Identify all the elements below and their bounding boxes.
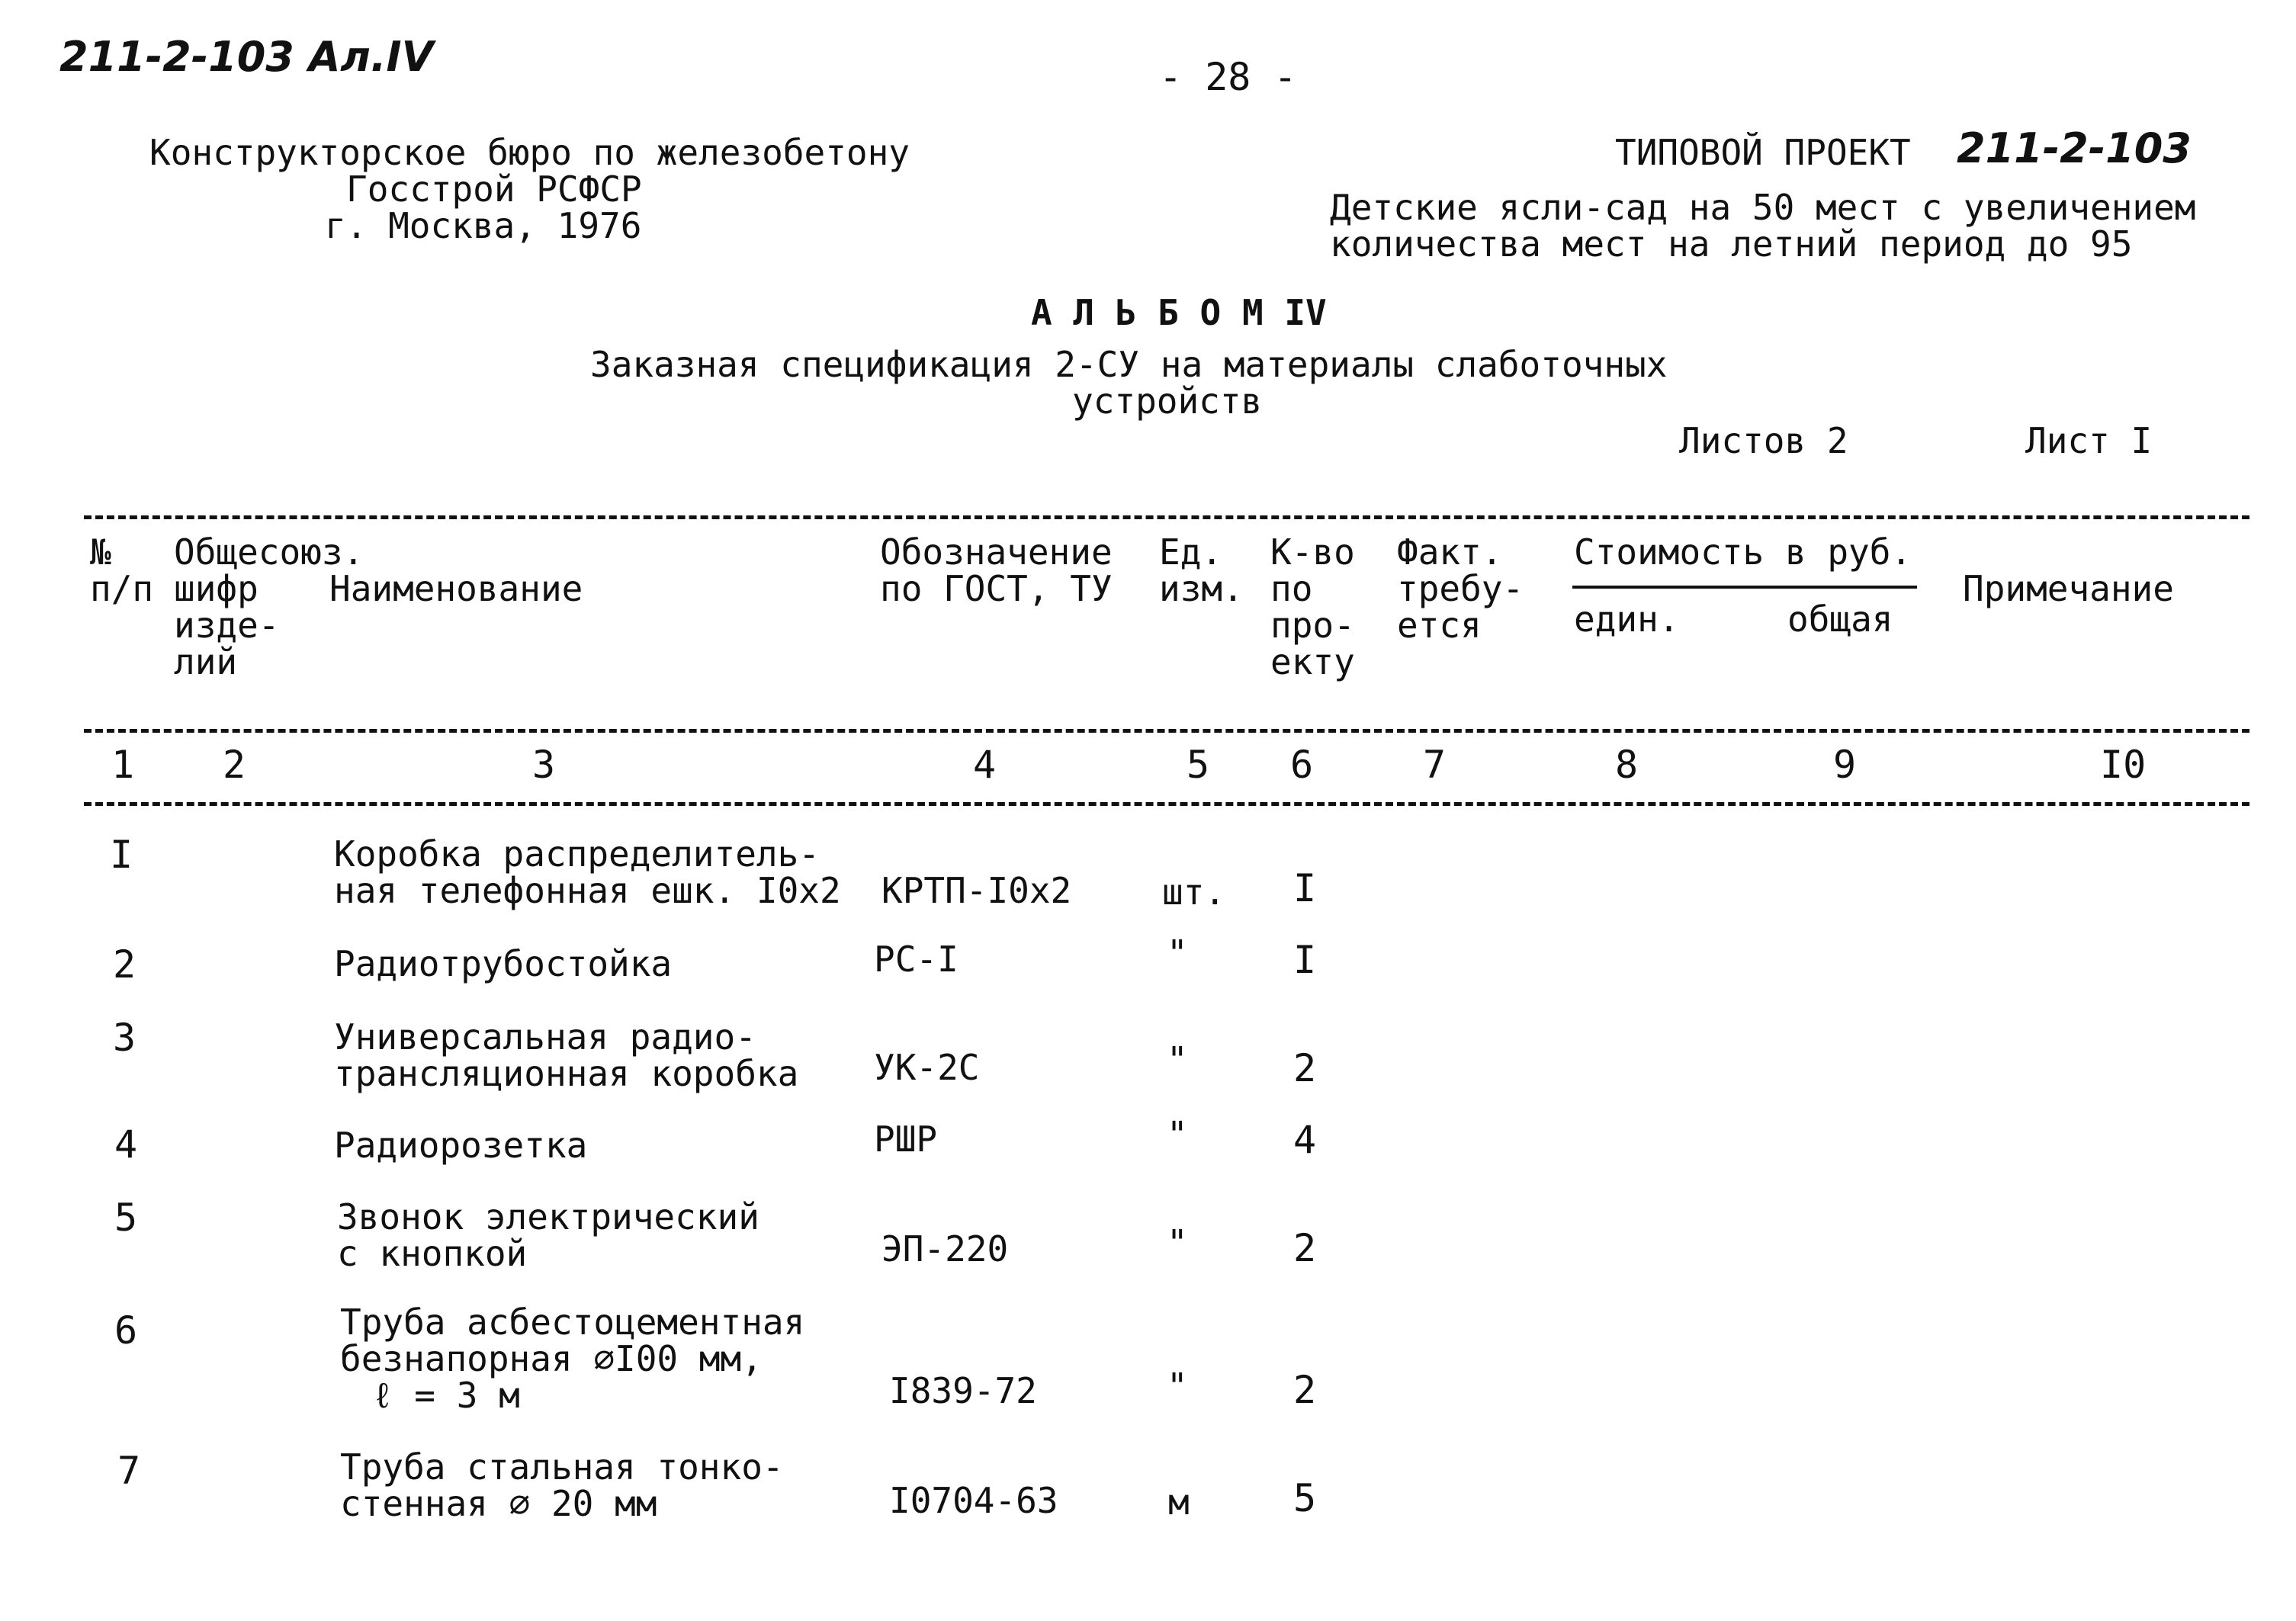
header-col-1-line: п/п [90,568,154,609]
org-line-2: Госстрой РСФСР [346,169,642,210]
header-col-1-line: № [90,531,111,573]
colnum-7: 7 [1423,743,1447,787]
row-unit: м [1168,1481,1190,1523]
row-unit: " [1167,1039,1188,1080]
colnum-8: 8 [1615,743,1639,787]
header-col-6-line: К-во [1270,531,1355,573]
header-col-1 [90,531,154,609]
project-number-handwritten: 211-2-103 [1957,124,2192,172]
header-col-9: общая [1787,599,1893,640]
header-cost-rule [1572,586,1917,589]
row-name [340,1304,804,1414]
header-col-10: Примечание [1963,568,2174,609]
header-col-4 [880,531,1113,609]
header-col-6 [1270,531,1355,682]
row-name-line: Звонок электрический [337,1196,759,1237]
row-qty: 2 [1293,1046,1317,1090]
row-name [334,945,672,982]
handwritten-album-code: 211-2-103 Ал.IV [59,33,434,81]
header-col-6-line: про- [1270,605,1355,646]
row-name-line: Радиотрубостойка [334,943,673,984]
spec-title-line-2: устройств [1072,380,1263,422]
org-line-1: Конструкторское бюро по железобетону [149,132,910,173]
header-col-4-line: по ГОСТ, ТУ [880,568,1113,609]
row-number: 4 [114,1122,138,1167]
row-name-line: Труба асбестоцементная [340,1302,805,1343]
colnum-3: 3 [532,743,556,787]
row-name-line: безнапорная ⌀I00 мм, [340,1338,763,1379]
row-name-line: трансляционная коробка [334,1053,799,1094]
row-qty: 4 [1293,1118,1317,1162]
project-desc-line-1: Детские ясли-сад на 50 мест с увеличением [1330,187,2196,228]
header-top-rule [84,515,2249,519]
row-code: ЭП-220 [881,1228,1009,1270]
header-col-5 [1159,531,1244,609]
row-name [337,1196,759,1274]
project-label: ТИПОВОЙ ПРОЕКТ [1615,132,1911,173]
row-unit: " [1167,932,1188,974]
row-name-line: стенная ⌀ 20 мм [340,1483,657,1524]
row-unit: " [1167,1222,1188,1263]
row-name-line: Универсальная радио- [334,1016,756,1058]
row-code: I0704-63 [889,1480,1058,1521]
header-col-7 [1397,531,1524,646]
header-col-7-line: Факт. [1397,531,1503,573]
row-unit: " [1167,1366,1188,1407]
album-title: А Л Ь Б О М IV [1031,292,1327,333]
header-col-3: Наименование [329,568,583,609]
row-qty: 5 [1293,1476,1317,1520]
row-name-line: Радиорозетка [334,1125,588,1166]
row-code: РШР [874,1119,938,1160]
colnum-5: 5 [1187,743,1210,787]
colnum-6: 6 [1290,743,1314,787]
row-name [334,833,841,911]
header-col-2-line: лий [174,641,238,682]
row-qty: 2 [1293,1226,1317,1270]
colnum-9: 9 [1833,743,1857,787]
project-desc-line-2: количества мест на летний период до 95 [1330,223,2133,265]
row-qty: I [1293,938,1317,982]
row-name-line: Труба стальная тонко- [340,1446,784,1488]
header-col-2-line: изде- [174,605,280,646]
sheet-number: Лист I [2025,420,2153,461]
row-name [334,1127,587,1164]
colnum-2: 2 [223,743,246,787]
header-cost-group: Стоимость в руб. [1574,531,1912,573]
header-col-5-line: Ед. [1159,531,1223,573]
row-name-line: ная телефонная ешк. I0х2 [334,870,841,911]
header-col-6-line: по [1270,568,1313,609]
row-code: I839-72 [889,1370,1037,1411]
header-col-2-line: Общесоюз. [174,531,364,573]
header-col-7-line: требу- [1397,568,1524,609]
colnum-4: 4 [973,743,997,787]
row-number: 5 [114,1196,138,1240]
header-col-2-line: шифр [174,568,259,609]
spec-title-line-1: Заказная спецификация 2-СУ на материалы слаботочных [590,344,1668,385]
row-name [334,1016,799,1094]
row-number: 3 [113,1016,136,1060]
header-bottom-rule [84,802,2249,806]
row-unit: " [1167,1114,1188,1155]
row-code: УК-2С [874,1047,980,1088]
header-mid-rule [84,729,2249,733]
row-name-line: ℓ = 3 м [372,1375,520,1416]
colnum-1: 1 [111,743,135,787]
header-col-5-line: изм. [1159,568,1244,609]
header-col-8: един. [1574,599,1680,640]
header-col-6-line: екту [1270,641,1355,682]
header-col-7-line: ется [1397,605,1482,646]
header-col-4-line: Обозначение [880,531,1113,573]
sheets-total: Листов 2 [1679,420,1848,461]
row-number: 2 [113,942,136,987]
row-number: 6 [114,1308,138,1353]
row-name [340,1446,784,1524]
row-number: 7 [117,1449,141,1493]
org-line-3: г. Москва, 1976 [325,205,642,246]
page-number: - 28 - [1159,55,1297,99]
row-code: КРТП-I0х2 [881,870,1072,911]
row-qty: I [1293,866,1317,910]
row-qty: 2 [1293,1368,1317,1412]
row-code: РС-I [874,939,959,980]
colnum-10: I0 [2100,743,2147,787]
row-name-line: Коробка распределитель- [334,833,820,875]
row-name-line: с кнопкой [337,1233,528,1274]
row-unit: шт. [1162,871,1226,913]
row-number: I [110,833,133,877]
